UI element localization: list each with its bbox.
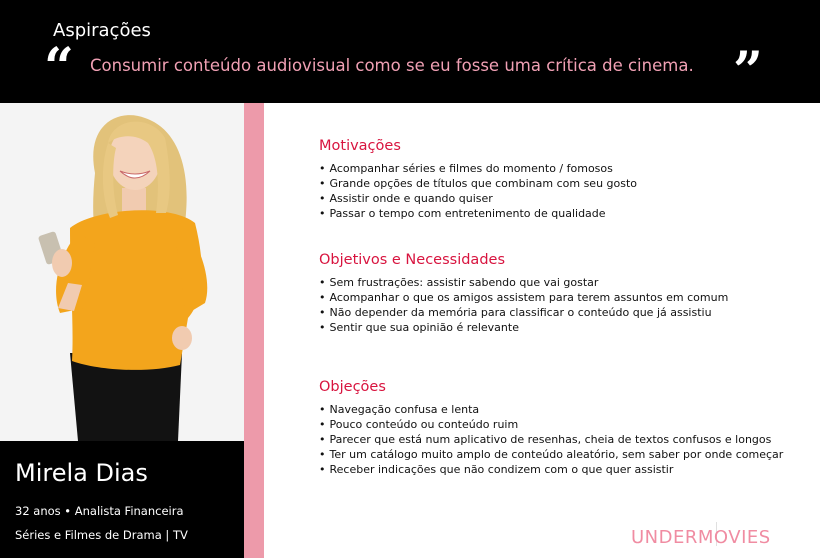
close-quote-icon: ”: [733, 41, 763, 102]
aspirations-header: [0, 0, 820, 103]
bullet-list: [319, 275, 809, 335]
persona-card: [0, 441, 244, 558]
list-item: • Grande opções de títulos que combinam com seu gosto: [319, 176, 809, 191]
open-quote-icon: “: [44, 37, 74, 98]
list-item: • Acompanhar séries e filmes do momento / fomosos: [319, 161, 809, 176]
persona-interests: Séries e Filmes de Drama | TV: [15, 528, 188, 542]
section-motivacoes: [319, 138, 809, 221]
list-item: • Passar o tempo com entretenimento de qualidade: [319, 206, 809, 221]
aspiration-quote: Consumir conteúdo audiovisual como se eu fosse uma crítica de cinema.: [90, 56, 694, 75]
brand-logo: UNDERMOVIES: [631, 527, 771, 548]
bullet-list: [319, 161, 809, 221]
list-item: • Sem frustrações: assistir sabendo que vai gostar: [319, 275, 809, 290]
section-objetivos: [319, 252, 809, 335]
list-item: • Navegação confusa e lenta: [319, 402, 809, 417]
list-item: • Pouco conteúdo ou conteúdo ruim: [319, 417, 809, 432]
list-item: • Receber indicações que não condizem com o que quer assistir: [319, 462, 809, 477]
list-item: • Acompanhar o que os amigos assistem para terem assuntos em comum: [319, 290, 809, 305]
section-objecoes: [319, 379, 809, 477]
list-item: • Não depender da memória para classificar o conteúdo que já assistiu: [319, 305, 809, 320]
list-item: • Parecer que está num aplicativo de resenhas, cheia de textos confusos e longos: [319, 432, 809, 447]
accent-stripe: [244, 103, 264, 558]
section-title: Motivações: [319, 138, 401, 154]
section-title: Objetivos e Necessidades: [319, 252, 505, 268]
aspirations-title: Aspirações: [53, 20, 151, 41]
list-item: • Ter um catálogo muito amplo de conteúdo aleatório, sem saber por onde começar: [319, 447, 809, 462]
persona-illustration: [0, 103, 244, 441]
persona-age-role: 32 anos • Analista Financeira: [15, 504, 184, 518]
persona-name: Mirela Dias: [15, 459, 148, 487]
section-title: Objeções: [319, 379, 386, 395]
bullet-list: [319, 402, 809, 477]
list-item: • Sentir que sua opinião é relevante: [319, 320, 809, 335]
persona-photo: [0, 103, 244, 441]
list-item: • Assistir onde e quando quiser: [319, 191, 809, 206]
